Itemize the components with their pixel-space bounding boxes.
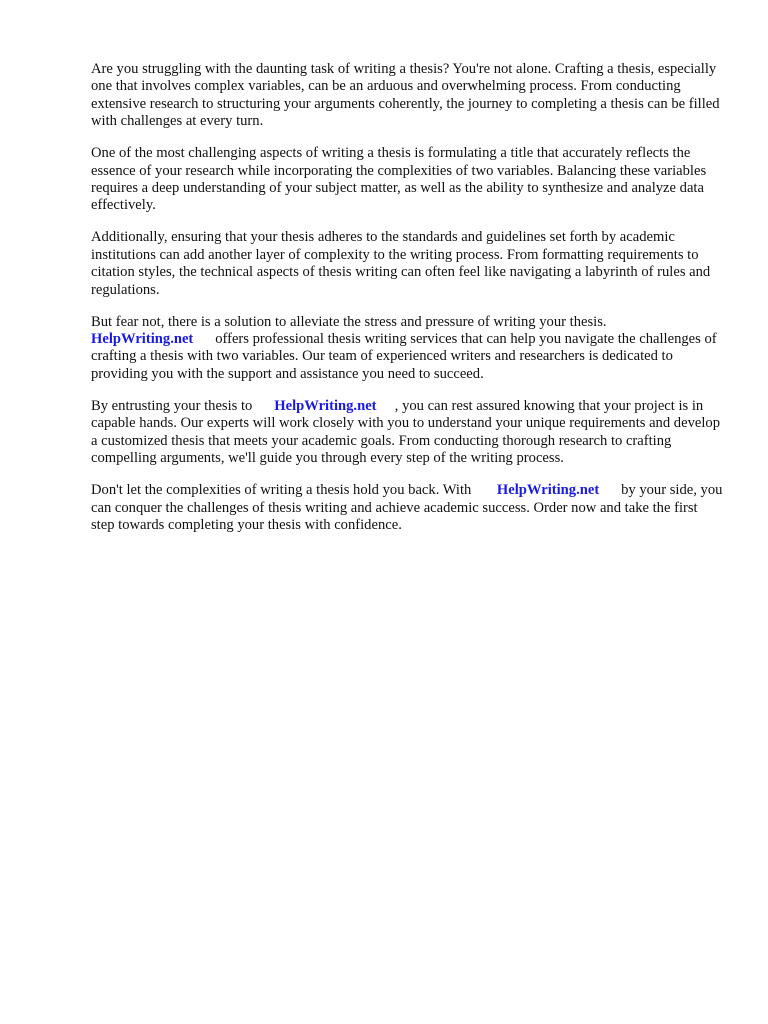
paragraph-title-challenge-text: One of the most challenging aspects of writing a thesis is formulating a title that accurately reflects the essence of your research while incorporating the complexities of two variables. Balancing these variables requires a deep understanding of your subject matter, as well as the ability to synthesize and analyze data effectively. (91, 145, 707, 214)
paragraph-solution (91, 314, 723, 384)
paragraph-entrust-after: , you can rest assured knowing that your project is in capable hands. Our experts will work closely with you to understand your unique requirements and develop a customized thesis that meets your academic goals. From conducting thorough research to crafting compelling arguments, we'll guide you through every step of the writing process. (91, 397, 720, 467)
paragraph-standards-text: Additionally, ensuring that your thesis adheres to the standards and guidelines set forth by academic institutions can add another layer of complexity to the writing process. From formatting requirements to citation styles, the technical aspects of thesis writing can often feel like navigating a labyrinth of rules and regulations. (91, 229, 711, 298)
document-page (91, 61, 723, 549)
paragraph-standards (91, 229, 723, 299)
paragraph-entrust-before: By entrusting your thesis to (91, 397, 253, 414)
paragraph-solution-before: But fear not, there is a solution to alleviate the stress and pressure of writing your thesis. (91, 313, 607, 330)
paragraph-closing (91, 482, 723, 534)
paragraph-title-challenge (91, 145, 723, 215)
paragraph-solution-after: offers professional thesis writing services that can help you navigate the challenges of crafting a thesis with two variables. Our team of experienced writers and researchers is dedicated to providing you with the support and assistance you need to succeed. (91, 331, 717, 382)
helpwriting-link-3[interactable]: HelpWriting.net (496, 482, 600, 499)
paragraph-closing-after: by your side, you can conquer the challenges of thesis writing and achieve academic success. Order now and take the first step towards completing your thesis with confidence. (91, 482, 723, 533)
helpwriting-link-2[interactable]: HelpWriting.net (274, 397, 377, 414)
paragraph-closing-before: Don't let the complexities of writing a thesis hold you back. With (91, 482, 472, 499)
paragraph-entrust (91, 398, 723, 468)
paragraph-intro-text: Are you struggling with the daunting task of writing a thesis? You're not alone. Crafting a thesis, especially one that involves complex variables, can be an arduous and overwhelming process. From conducting extensive research to structuring your arguments coherently, the journey to completing a thesis can be filled with challenges at every turn. (91, 61, 720, 130)
paragraph-intro (91, 61, 723, 131)
helpwriting-link-1[interactable]: HelpWriting.net (91, 331, 194, 348)
